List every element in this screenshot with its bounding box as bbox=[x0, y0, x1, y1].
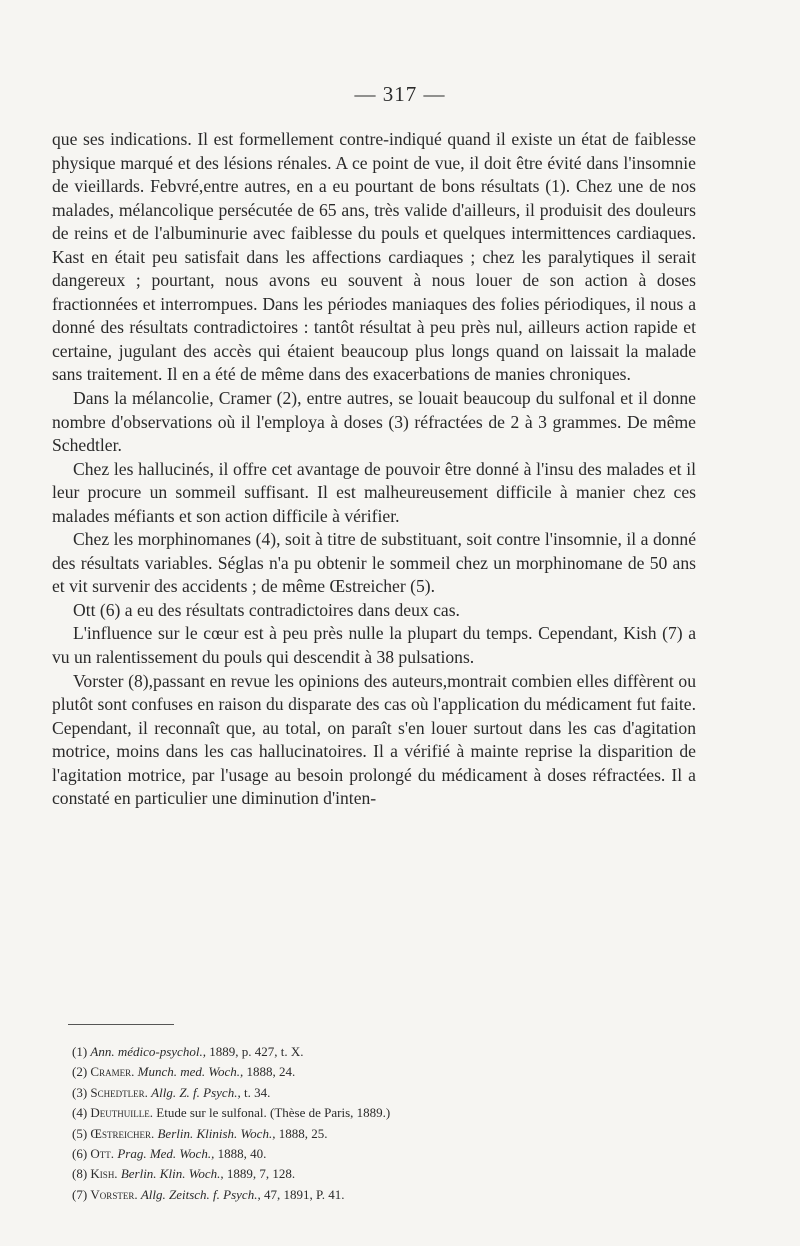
footnote: (4) Deuthuille. Etude sur le sulfonal. (Thèse de Paris, 1889.) bbox=[72, 1105, 391, 1121]
footnote-rule bbox=[68, 1024, 174, 1025]
body-text bbox=[52, 128, 696, 811]
paragraph-7: Vorster (8),passant en revue les opinions des auteurs,montrait combien elles diffèrent ou plutôt sont confuses en raison du disparate des cas où l'application du médicament fut faite. Cependant, il reconnaît que, au total, on paraît s'en louer surtout dans les cas d'agitation motrice, moins dans les cas hallucinatoires. Il a vérifié à mainte reprise la disparition de l'agitation motrice, par l'usage au besoin prolongé du médicament à doses réfractées. Il a constaté en particulier une diminution d'inten- bbox=[52, 670, 696, 809]
paragraph-3: Chez les hallucinés, il offre cet avantage de pouvoir être donné à l'insu des malades et il leur procure un sommeil suffisant. Il est malheureusement difficile à manier chez ces malades méfiants et son action difficile à vérifier. bbox=[52, 458, 696, 526]
footnote: (1) Ann. médico-psychol., 1889, p. 427, t. X. bbox=[72, 1044, 304, 1059]
paragraph-1: que ses indications. Il est formellement contre-indiqué quand il existe un état de faiblesse physique marqué et des lésions rénales. A ce point de vue, il doit être évité dans l'insomnie de vieillards. Febvré,entre autres, en a eu pourtant de bons résultats (1). Chez une de nos malades, mélancolique persécutée de 65 ans, très valide d'ailleurs, il produisit des douleurs de reins et de l'albuminurie avec faiblesse du pouls et quelques intermittences cardiaques. Kast en était peu satisfait dans les affections cardiaques ; chez les paralytiques il serait dangereux ; pourtant, nous avons eu souvent à nous louer de son action à doses fractionnées et interrompues. Dans les périodes maniaques des folies périodiques, il nous a donné des résultats contradictoires : tantôt résultat à peu près nul, ailleurs action rapide et certaine, jugulant des accès qui étaient beaucoup plus longs quand on laissait la malade sans traitement. Il en a été de même dans des exacerbations de manies chroniques. bbox=[52, 129, 696, 385]
page-number: — 317 — bbox=[354, 82, 446, 106]
paragraph-6: L'influence sur le cœur est à peu près nulle la plupart du temps. Cependant, Kish (7) a vu un ralentissement du pouls qui descendit à 38 pulsations. bbox=[52, 623, 696, 668]
footnotes bbox=[72, 1042, 692, 1205]
paragraph-2: Dans la mélancolie, Cramer (2), entre autres, se louait beaucoup du sulfonal et il donne nombre d'observations où il l'employa à doses (3) réfractées de 2 à 3 grammes. De même Schedtler. bbox=[52, 388, 696, 456]
footnote: (5) Œstreicher. Berlin. Klinish. Woch., 1888, 25. bbox=[72, 1125, 328, 1141]
footnote: (3) Schedtler. Allg. Z. f. Psych., t. 34. bbox=[72, 1084, 271, 1100]
footnote: (7) Vorster. Allg. Zeitsch. f. Psych., 47, 1891, P. 41. bbox=[72, 1186, 345, 1202]
footnote: (6) Ott. Prag. Med. Woch., 1888, 40. bbox=[72, 1146, 267, 1162]
paragraph-5: Ott (6) a eu des résultats contradictoires dans deux cas. bbox=[73, 599, 460, 620]
footnote: (2) Cramer. Munch. med. Woch., 1888, 24. bbox=[72, 1064, 296, 1080]
paragraph-4: Chez les morphinomanes (4), soit à titre de substituant, soit contre l'insomnie, il a donné des résultats variables. Séglas n'a pu obtenir le sommeil chez un morphinomane de 50 ans et vit survenir des accidents ; de même Œstreicher (5). bbox=[52, 529, 696, 597]
footnote: (8) Kish. Berlin. Klin. Woch., 1889, 7, 128. bbox=[72, 1166, 296, 1182]
